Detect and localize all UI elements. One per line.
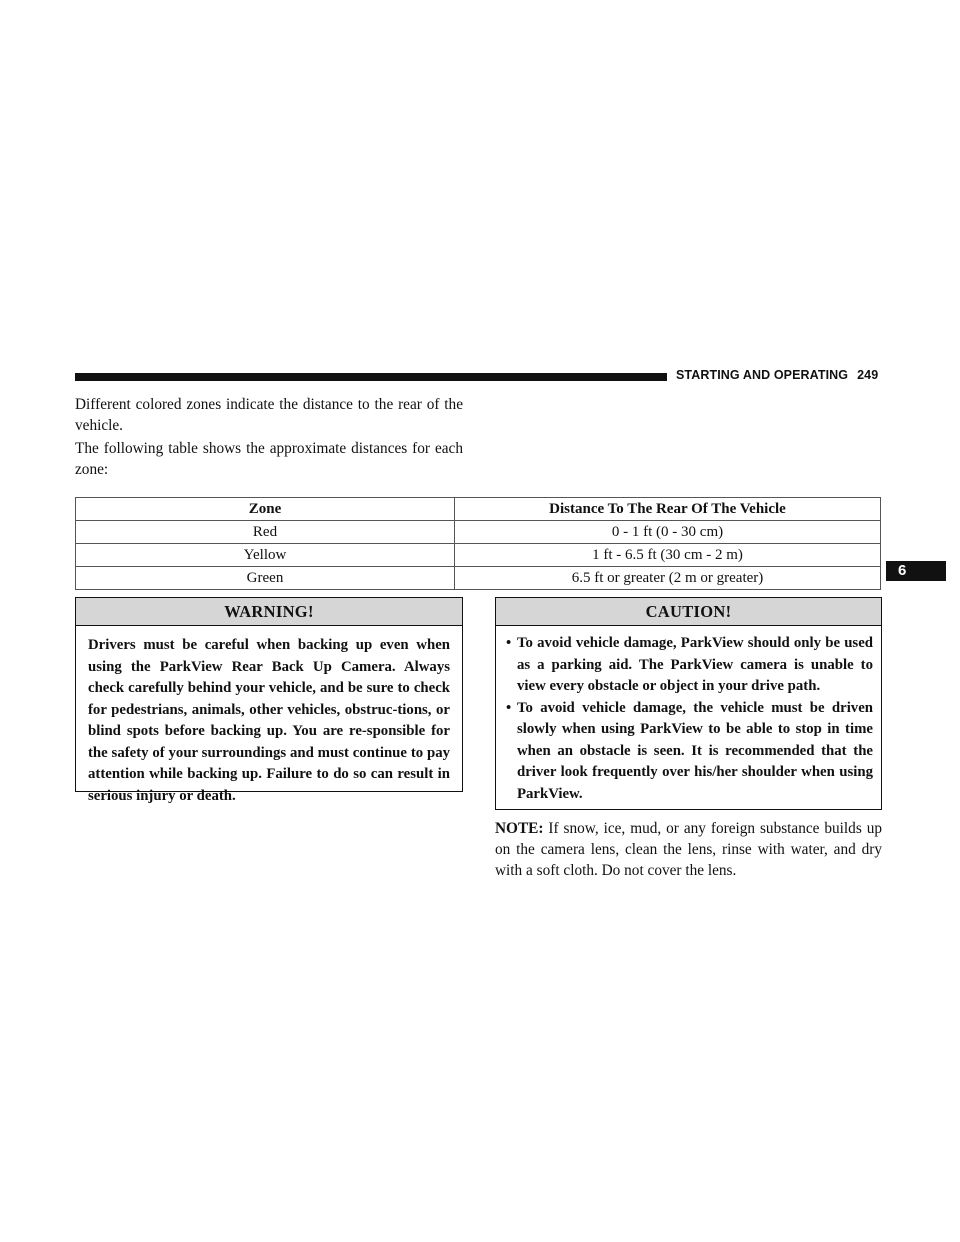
caution-title: CAUTION! <box>496 598 881 626</box>
table-row <box>76 544 881 567</box>
caution-list <box>496 626 881 805</box>
warning-text: Drivers must be careful when backing up even when using the ParkView Rear Back Up Camera. Always check carefully behind your vehicle, and be sure to check for pedestrians, animals, other vehicles, obstruc-tions, or blind spots before backing up. You are re-sponsible for the safety of your surroundings and must continue to pay attention while backing up. Failure to do so can result in serious injury or death. <box>88 637 450 804</box>
note-paragraph <box>495 818 882 881</box>
note-text: If snow, ice, mud, or any foreign substance builds up on the camera lens, clean the lens, rinse with water, and dry with a soft cloth. Do not cover the lens. <box>495 820 883 879</box>
list-item <box>508 633 873 698</box>
warning-box <box>75 597 463 804</box>
bullet-icon: • <box>506 699 512 716</box>
table-row <box>76 521 881 544</box>
header-rule <box>75 373 667 381</box>
column-header-zone: Zone <box>76 498 455 521</box>
distance-cell: 6.5 ft or greater (2 m or greater) <box>455 567 881 590</box>
section-title: STARTING AND OPERATING <box>676 368 849 382</box>
caution-item-text: To avoid vehicle damage, ParkView should only be used as a parking aid. The ParkView camera is unable to view every obstacle or object in your drive path. <box>517 635 873 694</box>
bullet-icon: • <box>506 635 512 651</box>
caution-item-text: To avoid vehicle damage, the vehicle must be driven slowly when using ParkView to be able to stop in time when an obstacle is seen. It is recommended that the driver look frequently over his/her shoulder when using ParkView. <box>517 699 873 802</box>
column-header-distance: Distance To The Rear Of The Vehicle <box>455 498 881 521</box>
chapter-tab <box>886 561 946 581</box>
intro-paragraph-1: Different colored zones indicate the distance to the rear of the vehicle. <box>75 396 463 434</box>
chapter-number: 6 <box>898 562 907 579</box>
zone-cell: Green <box>76 567 455 590</box>
intro-paragraph-2: The following table shows the approximate distances for each zone: <box>75 440 463 478</box>
zone-cell: Red <box>76 521 455 544</box>
list-item <box>508 698 873 806</box>
note-label: NOTE: <box>495 820 544 837</box>
page-number: 249 <box>857 368 879 382</box>
table-row <box>76 567 881 590</box>
distance-cell: 1 ft - 6.5 ft (30 cm - 2 m) <box>455 544 881 567</box>
distance-cell: 0 - 1 ft (0 - 30 cm) <box>455 521 881 544</box>
caution-box <box>495 597 882 810</box>
running-header <box>676 368 886 382</box>
zone-cell: Yellow <box>76 544 455 567</box>
table-header-row <box>76 498 881 521</box>
warning-title: WARNING! <box>76 598 462 626</box>
zone-distance-table <box>75 497 881 590</box>
